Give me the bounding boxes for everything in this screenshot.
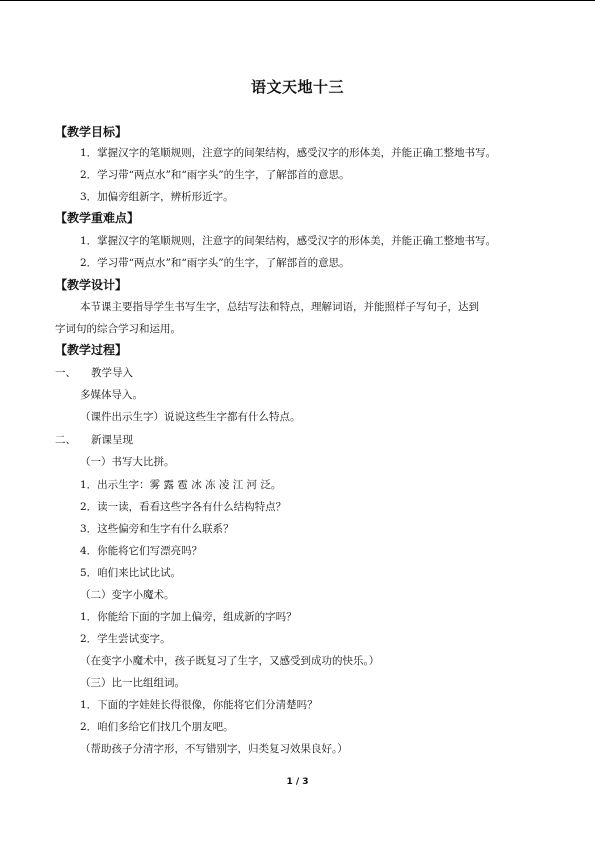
process-line: （三）比一比组组词。	[80, 677, 185, 689]
process-line: 2．咱们多给它们找几个朋友吧。	[80, 721, 234, 733]
design-text-line: 本节课主要指导学生书写生字，总结写法和特点，理解词语，并能照样子写句子，达到	[80, 301, 479, 313]
process-line: （一）书写大比拼。	[80, 456, 175, 468]
heading-key-points: 【教学重难点】	[55, 211, 140, 225]
page-number: 1 / 3	[286, 777, 309, 787]
process-line: （课件出示生字）说说这些生字都有什么特点。	[80, 411, 301, 423]
heading-process: 【教学过程】	[55, 343, 128, 357]
goal-item: 2．学习带“两点水”和“雨字头”的生字，了解部首的意思。	[80, 169, 350, 181]
page-title: 语文天地十三	[250, 78, 344, 96]
heading-design: 【教学设计】	[55, 278, 128, 292]
section-heading-1	[55, 366, 133, 380]
section-title: 新课呈现	[91, 434, 133, 446]
section-heading-2	[55, 433, 133, 447]
process-line: 1．下面的字娃娃长得很像，你能将它们分清楚吗？	[80, 699, 318, 711]
process-line: （帮助孩子分清字形，不写错别字，归类复习效果良好。）	[80, 743, 348, 755]
section-title: 教学导入	[91, 367, 133, 379]
process-line: 2．读一读，看看这些字各有什么结构特点？	[80, 501, 287, 513]
top-rule	[0, 0, 595, 1]
process-line: 4．你能将它们写漂亮吗？	[80, 545, 203, 557]
key-point-item: 1．掌握汉字的笔顺规则，注意字的间架结构，感受汉字的形体美，并能正确工整地书写。	[80, 235, 497, 247]
goal-item: 3．加偏旁组新字，辨析形近字。	[80, 191, 234, 203]
section-marker: 二、	[55, 434, 76, 446]
process-line: 2．学生尝试变字。	[80, 633, 171, 645]
process-line: （二）变字小魔术。	[80, 589, 175, 601]
key-point-item: 2．学习带“两点水”和“雨字头”的生字，了解部首的意思。	[80, 257, 350, 269]
process-line: （在变字小魔术中，孩子既复习了生字，又感受到成功的快乐。）	[80, 655, 380, 667]
process-line: 1．你能给下面的字加上偏旁，组成新的字吗？	[80, 611, 297, 623]
design-text-line: 字词句的综合学习和运用。	[55, 323, 181, 335]
process-line: 多媒体导入。	[80, 389, 143, 401]
process-line: 5．咱们来比试比试。	[80, 567, 182, 579]
process-line: 1．出示生字：雾 露 雹 冰 冻 凌 江 河 泛。	[80, 479, 282, 491]
process-line: 3．这些偏旁和生字有什么联系？	[80, 523, 234, 535]
section-marker: 一、	[55, 367, 76, 379]
goal-item: 1．掌握汉字的笔顺规则，注意字的间架结构，感受汉字的形体美，并能正确工整地书写。	[80, 147, 497, 159]
heading-goals: 【教学目标】	[55, 125, 128, 139]
